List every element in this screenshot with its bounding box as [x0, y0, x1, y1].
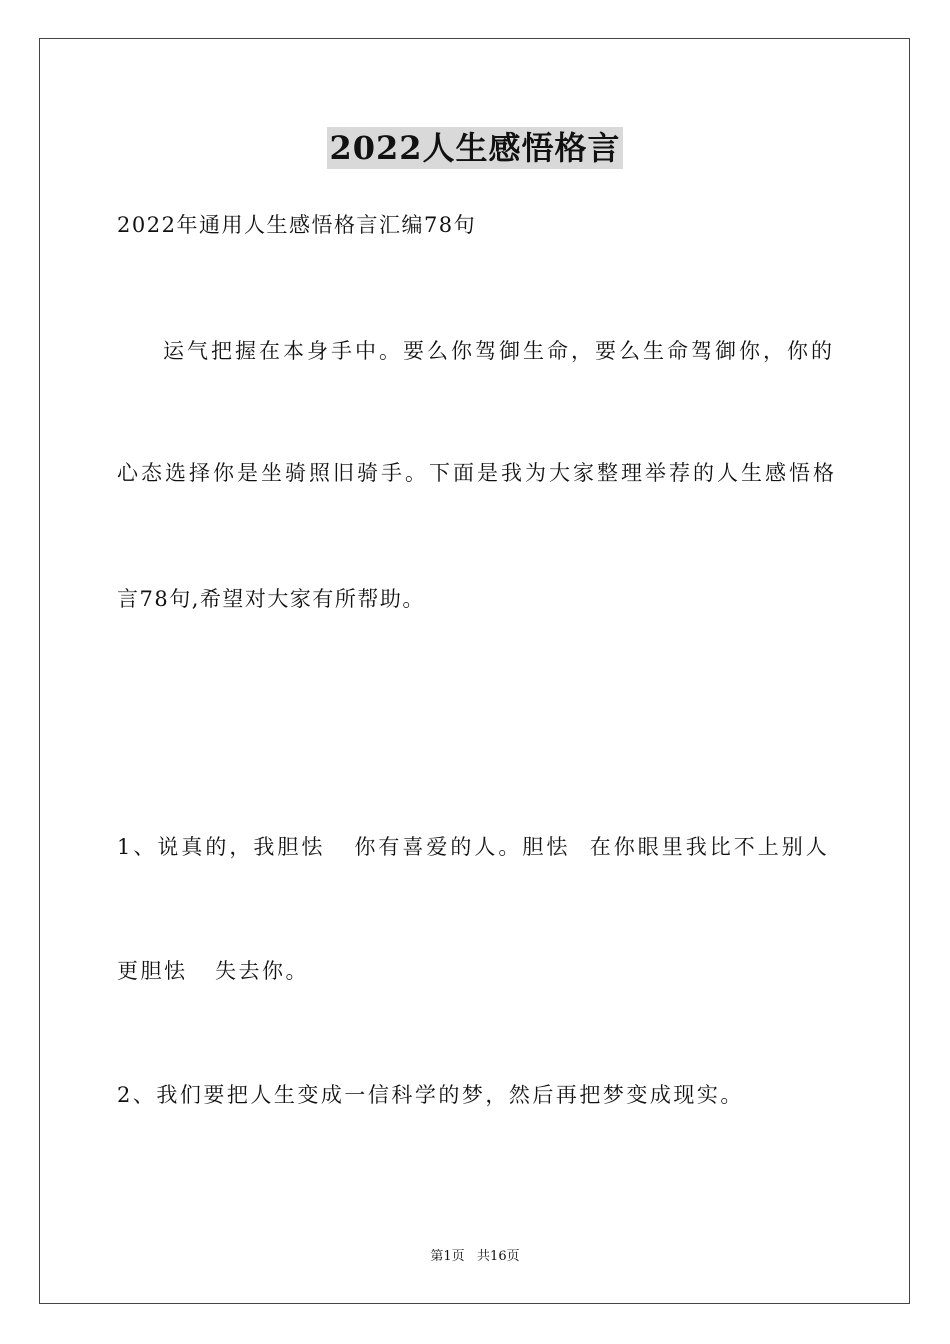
item-1-line-1: 1、说真的，我胆怯 你有喜爱的人。胆怯 在你眼里我比不上别人 [117, 835, 830, 859]
document-title: 2022人生感悟格言 [329, 129, 621, 167]
page-footer: 第1页 共16页 [430, 1249, 520, 1264]
intro-line-3: 言78句,希望对大家有所帮助。 [117, 587, 425, 611]
intro-line-2: 心态选择你是坐骑照旧骑手。下面是我为大家整理举荐的人生感悟格 [117, 461, 837, 485]
item-1-line-2: 更胆怯 失去你。 [117, 959, 310, 983]
document-subtitle: 2022年通用人生感悟格言汇编78句 [117, 213, 477, 237]
intro-line-1: 运气把握在本身手中。要么你驾御生命，要么生命驾御你，你的 [163, 339, 835, 363]
item-2-line: 2、我们要把人生变成一信科学的梦，然后再把梦变成现实。 [117, 1083, 744, 1107]
title-container [0, 127, 950, 169]
